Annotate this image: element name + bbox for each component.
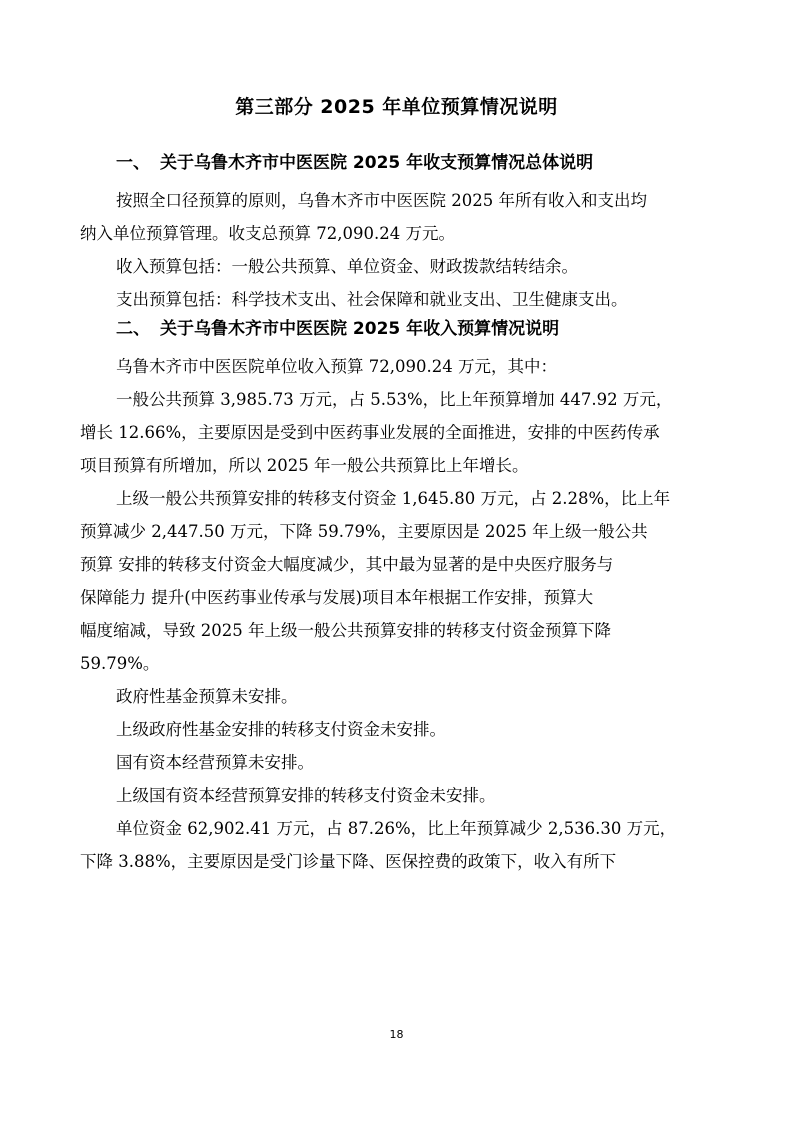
paragraph-line: 乌鲁木齐市中医医院单位收入预算 72,090.24 万元，其中： — [116, 357, 557, 376]
paragraph-line: 增长 12.66%，主要原因是受到中医药事业发展的全面推进，安排的中医药传承 — [80, 423, 660, 442]
paragraph-line: 支出预算包括：科学技术支出、社会保障和就业支出、卫生健康支出。 — [116, 290, 628, 309]
paragraph-line: 上级国有资本经营预算安排的转移支付资金未安排。 — [116, 786, 496, 805]
page-number: 18 — [389, 1028, 404, 1041]
section-heading-text: 关于乌鲁木齐市中医医院 2025 年收支预算情况总体说明 — [160, 153, 594, 173]
section-number: 二、 — [116, 319, 150, 339]
section-heading-2 — [116, 316, 704, 342]
section-number: 一、 — [116, 153, 150, 173]
paragraph-line: 项目预算有所增加，所以 2025 年一般公共预算比上年增长。 — [80, 456, 529, 475]
paragraph-line: 政府性基金预算未安排。 — [116, 687, 298, 706]
paragraph-line: 纳入单位预算管理。收支总预算 72,090.24 万元。 — [80, 224, 455, 243]
paragraph-line: 一般公共预算 3,985.73 万元，占 5.53%，比上年预算增加 447.92 万元， — [116, 390, 673, 409]
page-title: 第三部分 2025 年单位预算情况说明 — [235, 96, 558, 118]
paragraph-line: 单位资金 62,902.41 万元，占 87.26%，比上年预算减少 2,536.30 万元， — [116, 819, 677, 838]
section-heading-1 — [116, 150, 704, 176]
paragraph-line: 下降 3.88%，主要原因是受门诊量下降、医保控费的政策下，收入有所下 — [80, 852, 617, 871]
paragraph-line: 保障能力 提升(中医药事业传承与发展)项目本年根据工作安排，预算大 — [80, 588, 594, 607]
paragraph-line: 预算减少 2,447.50 万元，下降 59.79%，主要原因是 2025 年上级一般公共 — [80, 522, 648, 541]
paragraph-line: 上级政府性基金安排的转移支付资金未安排。 — [116, 720, 446, 739]
paragraph-line: 按照全口径预算的原则，乌鲁木齐市中医医院 2025 年所有收入和支出均 — [116, 191, 647, 210]
paragraph-line: 收入预算包括：一般公共预算、单位资金、财政拨款结转结余。 — [116, 257, 578, 276]
document-body — [80, 150, 704, 878]
section-heading-text: 关于乌鲁木齐市中医医院 2025 年收入预算情况说明 — [160, 319, 560, 339]
paragraph-line: 预算 安排的转移支付资金大幅度减少，其中最为显著的是中央医疗服务与 — [80, 555, 614, 574]
paragraph-line: 幅度缩减，导致 2025 年上级一般公共预算安排的转移支付资金预算下降 — [80, 621, 611, 640]
paragraph-line: 59.79%。 — [80, 654, 160, 673]
paragraph-line: 上级一般公共预算安排的转移支付资金 1,645.80 万元，占 2.28%，比上年 — [116, 489, 671, 508]
paragraph-line: 国有资本经营预算未安排。 — [116, 753, 314, 772]
